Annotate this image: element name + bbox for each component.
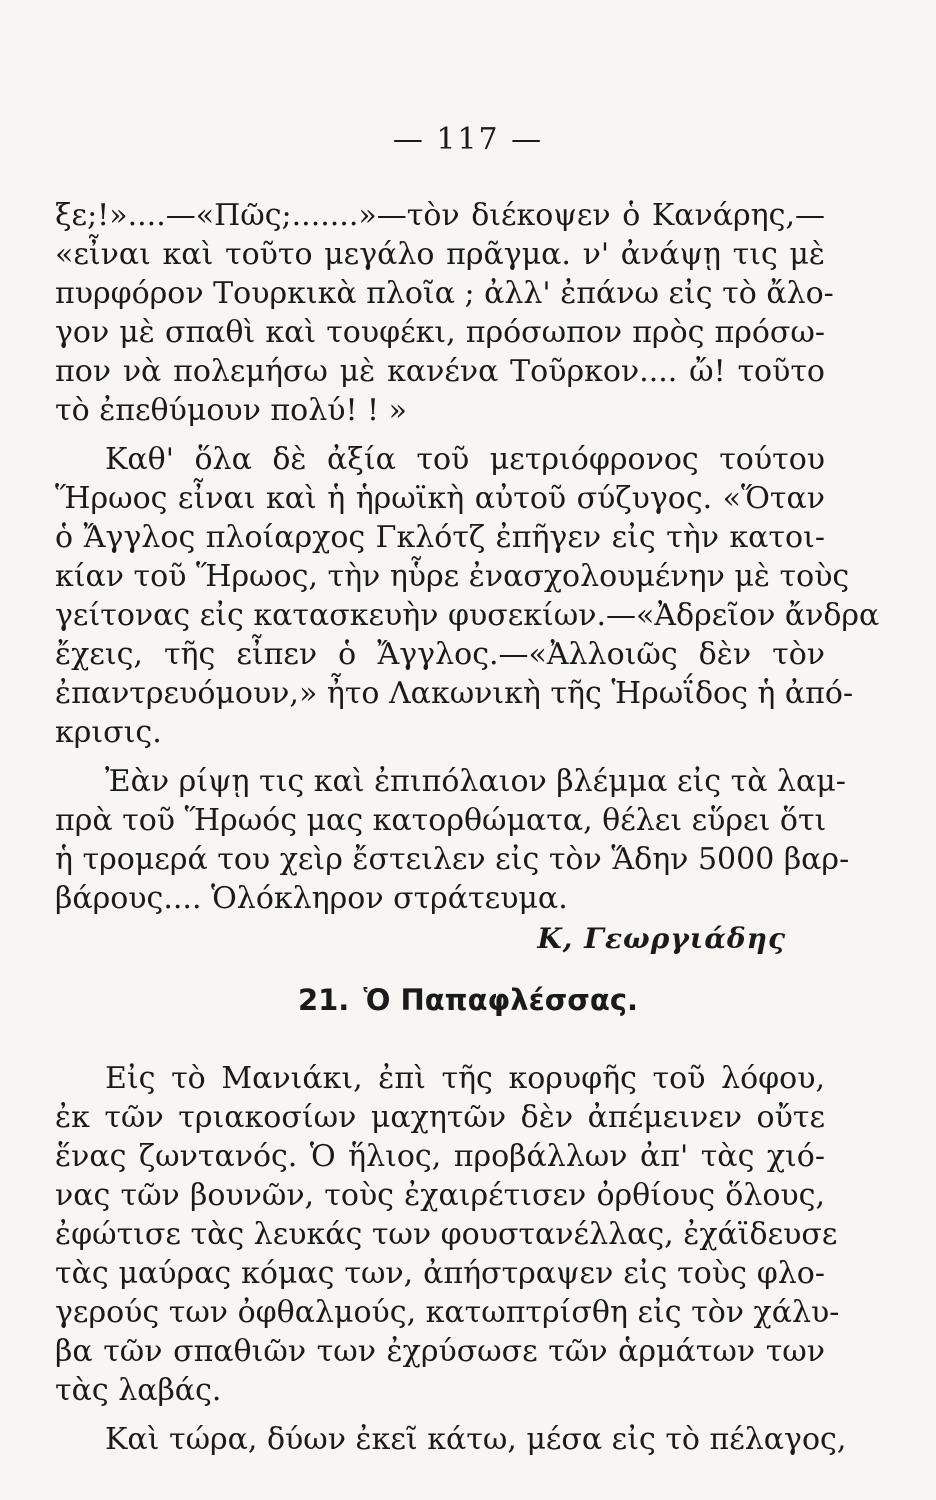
paragraph-first-line: Εἰς τὸ Μανιάκι, ἐπὶ τῆς κορυφῆς τοῦ λόφου, bbox=[105, 1061, 825, 1096]
text-line: βάρους.... Ὁλόκληρον στράτευμα. bbox=[55, 881, 568, 916]
text-line: ἕνας ζωντανός. Ὁ ἥλιος, προβάλλων ἀπ' τὰς χιό- bbox=[55, 1139, 825, 1174]
text-line: πον νὰ πολεμήσω μὲ κανένα Τοῦρκον.... ὤ! τοῦτο bbox=[55, 354, 825, 389]
text-line: γερούς των ὀφθαλμούς, κατωπτρίσθη εἰς τὸν χάλυ- bbox=[55, 1295, 840, 1330]
text-line: τὰς μαύρας κόμας των, ἀπήστραψεν εἰς τοὺς φλο- bbox=[55, 1256, 825, 1291]
text-line: ἡ τρομερά του χεὶρ ἔστειλεν εἰς τὸν Ἅδην 5000 βαρ- bbox=[55, 842, 850, 877]
paragraph-first-line: Καθ' ὅλα δὲ ἀξία τοῦ μετριόφρονος τούτου bbox=[105, 442, 825, 477]
text-line: Ἥρωος εἶναι καὶ ἡ ἡρωϊκὴ αὐτοῦ σύζυγος. «Ὅταν bbox=[55, 481, 825, 516]
text-line: πρὰ τοῦ Ἥρωός μας κατορθώματα, θέλει εὕρει ὅτι bbox=[55, 803, 827, 838]
text-line: νας τῶν βουνῶν, τοὺς ἐχαιρέτισεν ὀρθίους ὅλους, bbox=[55, 1178, 825, 1213]
text-line: «εἶναι καὶ τοῦτο μεγάλο πρᾶγμα. ν' ἀνάψῃ τις μὲ bbox=[55, 237, 825, 272]
page-number: — 117 — bbox=[392, 122, 544, 157]
paragraph-first-line: Ἐὰν ρίψῃ τις καὶ ἐπιπόλαιον βλέμμα εἰς τὰ λαμ- bbox=[105, 764, 846, 799]
text-line: γον μὲ σπαθὶ καὶ τουφέκι, πρόσωπον πρὸς πρόσω- bbox=[55, 315, 825, 350]
text-line: ὁ Ἄγγλος πλοίαρχος Γκλότζ ἐπῆγεν εἰς τὴν κατοι- bbox=[55, 520, 825, 555]
paragraph-first-line: Καὶ τώρα, δύων ἐκεῖ κάτω, μέσα εἰς τὸ πέλαγος, bbox=[105, 1422, 847, 1457]
text-line: γείτονας εἰς κατασκευὴν φυσεκίων.—«Ἀδρεῖον ἄνδρα bbox=[55, 598, 880, 633]
section-number: 21. bbox=[297, 983, 350, 1017]
text-line: ἐπαντρευόμουν,» ἦτο Λακωνικὴ τῆς Ἡρωΐδος ἡ ἀπό- bbox=[55, 676, 854, 711]
section-heading bbox=[0, 983, 936, 1017]
text-line: κρισις. bbox=[55, 715, 162, 750]
author-signature: Κ, Γεωργιάδης bbox=[537, 922, 786, 955]
text-line: ἐκ τῶν τριακοσίων μαχητῶν δὲν ἀπέμεινεν οὔτε bbox=[55, 1100, 825, 1135]
text-line: τὸ ἐπεθύμουν πολύ! ! » bbox=[55, 393, 407, 428]
text-line: κίαν τοῦ Ἥρωος, τὴν ηὗρε ἐνασχολουμένην μὲ τοὺς bbox=[55, 559, 850, 594]
text-line: πυρφόρον Τουρκικὰ πλοῖα ; ἀλλ' ἐπάνω εἰς τὸ ἄλο- bbox=[55, 276, 834, 311]
text-line: τὰς λαβάς. bbox=[55, 1373, 222, 1408]
text-line: ἔχεις, τῆς εἶπεν ὁ Ἄγγλος.—«Ἀλλοιῶς δὲν τὸν bbox=[55, 637, 825, 672]
text-line: ξε;!»....—«Πῶς;.......»—τὸν διέκοψεν ὁ Κανάρης,— bbox=[55, 198, 825, 233]
section-title: Ὁ Παπαφλέσσας. bbox=[363, 983, 639, 1017]
text-line: βα τῶν σπαθιῶν των ἐχρύσωσε τῶν ἁρμάτων των bbox=[55, 1334, 825, 1369]
text-line: ἐφώτισε τὰς λευκάς των φουστανέλλας, ἐχάϊδευσε bbox=[55, 1217, 838, 1252]
